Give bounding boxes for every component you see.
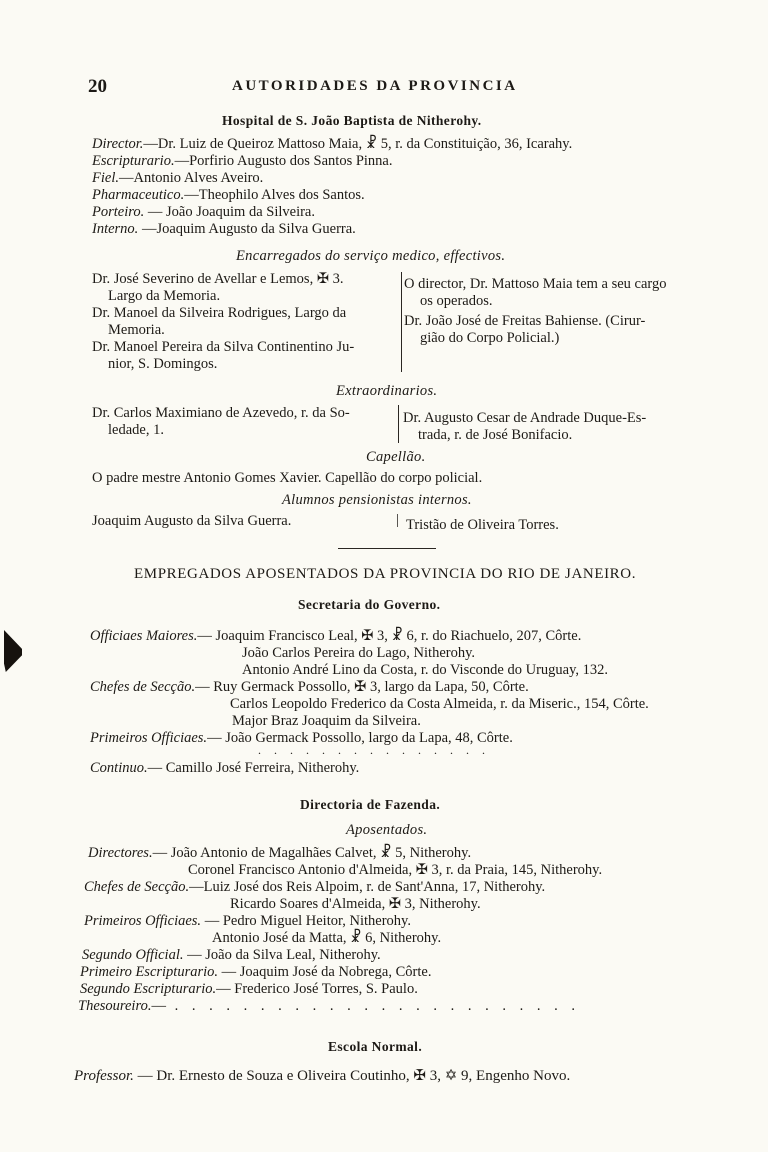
extra-left-line: ledade, 1.: [108, 422, 164, 438]
extra-left-line: Dr. Carlos Maximiano de Azevedo, r. da So-: [92, 405, 350, 421]
hospital-line: Director.—Dr. Luiz de Queiroz Mattoso Maia, ☧ 5, r. da Constituição, 36, Icarahy.: [92, 136, 573, 152]
hospital-heading: Hospital de S. João Baptista de Nitherohy.: [222, 113, 482, 128]
section-rule: [338, 548, 436, 549]
dot-leader: . . . . . . . . . . . . . . . . . . . . . . . .: [165, 998, 580, 1014]
escola-heading: Escola Normal.: [328, 1039, 423, 1054]
fazenda-line: Chefes de Secção.—Luiz José dos Reis Alpoim, r. de Sant'Anna, 17, Nitherohy.: [84, 879, 546, 895]
medical-left-line: nior, S. Domingos.: [108, 356, 218, 372]
medical-heading: Encarregados do serviço medico, effectivos.: [236, 248, 506, 264]
column-divider-mark: |: [396, 512, 400, 528]
page-number: 20: [88, 76, 107, 97]
medical-right-line: os operados.: [420, 293, 493, 309]
hospital-line: Pharmaceutico.—Theophilo Alves dos Santos.: [92, 187, 365, 203]
escola-line: Professor. — Dr. Ernesto de Souza e Oliveira Coutinho, ✠ 3, ✡ 9, Engenho Novo.: [74, 1068, 571, 1084]
fazenda-line: Primeiros Officiaes. — Pedro Miguel Heitor, Nitherohy.: [84, 913, 411, 929]
fazenda-line: Antonio José da Matta, ☧ 6, Nitherohy.: [212, 930, 442, 946]
secretaria-line: Major Braz Joaquim da Silveira.: [232, 713, 421, 729]
secretaria-line: João Carlos Pereira do Lago, Nitherohy.: [242, 645, 476, 661]
pupils-right: Tristão de Oliveira Torres.: [406, 517, 559, 533]
fazenda-line: Directores.— João Antonio de Magalhães Calvet, ☧ 5, Nitherohy.: [88, 845, 472, 861]
hospital-line: Escripturario.—Porfirio Augusto dos Santos Pinna.: [92, 153, 393, 169]
secretaria-line: Primeiros Officiaes.— João Germack Possollo, largo da Lapa, 48, Côrte.: [90, 730, 513, 746]
medical-right-line: gião do Corpo Policial.): [420, 330, 560, 346]
fazenda-line: Coronel Francisco Antonio d'Almeida, ✠ 3, r. da Praia, 145, Nitherohy.: [188, 862, 603, 878]
medical-right-line: O director, Dr. Mattoso Maia tem a seu cargo: [404, 276, 667, 292]
hospital-line: Porteiro. — João Joaquim da Silveira.: [92, 204, 315, 220]
secretaria-heading: Secretaria do Governo.: [298, 597, 441, 612]
fazenda-line: Ricardo Soares d'Almeida, ✠ 3, Nitherohy.: [230, 896, 481, 912]
medical-left-line: Largo da Memoria.: [108, 288, 221, 304]
retired-heading: EMPREGADOS APOSENTADOS DA PROVINCIA DO RIO DE JANEIRO.: [134, 566, 637, 582]
secretaria-line: Officiaes Maiores.— Joaquim Francisco Leal, ✠ 3, ☧ 6, r. do Riachuelo, 207, Côrte.: [90, 628, 582, 644]
fazenda-line: Primeiro Escripturario. — Joaquim José da Nobrega, Côrte.: [80, 964, 432, 980]
extra-right-line: Dr. Augusto Cesar de Andrade Duque-Es-: [403, 410, 647, 426]
pupils-left: Joaquim Augusto da Silva Guerra.: [92, 513, 292, 529]
medical-right-line: Dr. João José de Freitas Bahiense. (Cirur-: [404, 313, 646, 329]
margin-mark: [4, 630, 22, 672]
secretaria-line: Continuo.— Camillo José Ferreira, Nitherohy.: [90, 760, 360, 776]
secretaria-line: Chefes de Secção.— Ruy Germack Possollo, ✠ 3, largo da Lapa, 50, Côrte.: [90, 679, 529, 695]
column-divider: [401, 272, 402, 372]
fazenda-line: Thesoureiro.— . . . . . . . . . . . . . . . . . . . . . . . .: [78, 998, 580, 1014]
fazenda-line: Segundo Escripturario.— Frederico José Torres, S. Paulo.: [80, 981, 418, 997]
extra-right-line: trada, r. de José Bonifacio.: [418, 427, 573, 443]
extra-heading: Extraordinarios.: [336, 383, 438, 399]
medical-left-line: Memoria.: [108, 322, 165, 338]
chaplain-heading: Capellão.: [366, 449, 426, 465]
fazenda-line: Segundo Official. — João da Silva Leal, Nitherohy.: [82, 947, 381, 963]
hospital-line: Interno. —Joaquim Augusto da Silva Guerra.: [92, 221, 356, 237]
dot-leader: . . . . . . . . . . . . . . .: [258, 743, 490, 757]
medical-left-line: Dr. Manoel da Silveira Rodrigues, Largo da: [92, 305, 347, 321]
medical-left-line: Dr. Manoel Pereira da Silva Continentino Ju-: [92, 339, 355, 355]
column-divider: [398, 405, 399, 443]
secretaria-line: Antonio André Lino da Costa, r. do Visconde do Uruguay, 132.: [242, 662, 609, 678]
secretaria-line: Carlos Leopoldo Frederico da Costa Almeida, r. da Miseric., 154, Côrte.: [230, 696, 649, 712]
fazenda-heading: Directoria de Fazenda.: [300, 797, 441, 812]
chaplain-text: O padre mestre Antonio Gomes Xavier. Capellão do corpo policial.: [92, 470, 483, 486]
page-title: AUTORIDADES DA PROVINCIA: [232, 78, 518, 94]
hospital-line: Fiel.—Antonio Alves Aveiro.: [92, 170, 264, 186]
medical-left-line: Dr. José Severino de Avellar e Lemos, ✠ 3.: [92, 271, 344, 287]
pupils-heading: Alumnos pensionistas internos.: [282, 492, 472, 508]
fazenda-sub: Aposentados.: [346, 822, 428, 838]
